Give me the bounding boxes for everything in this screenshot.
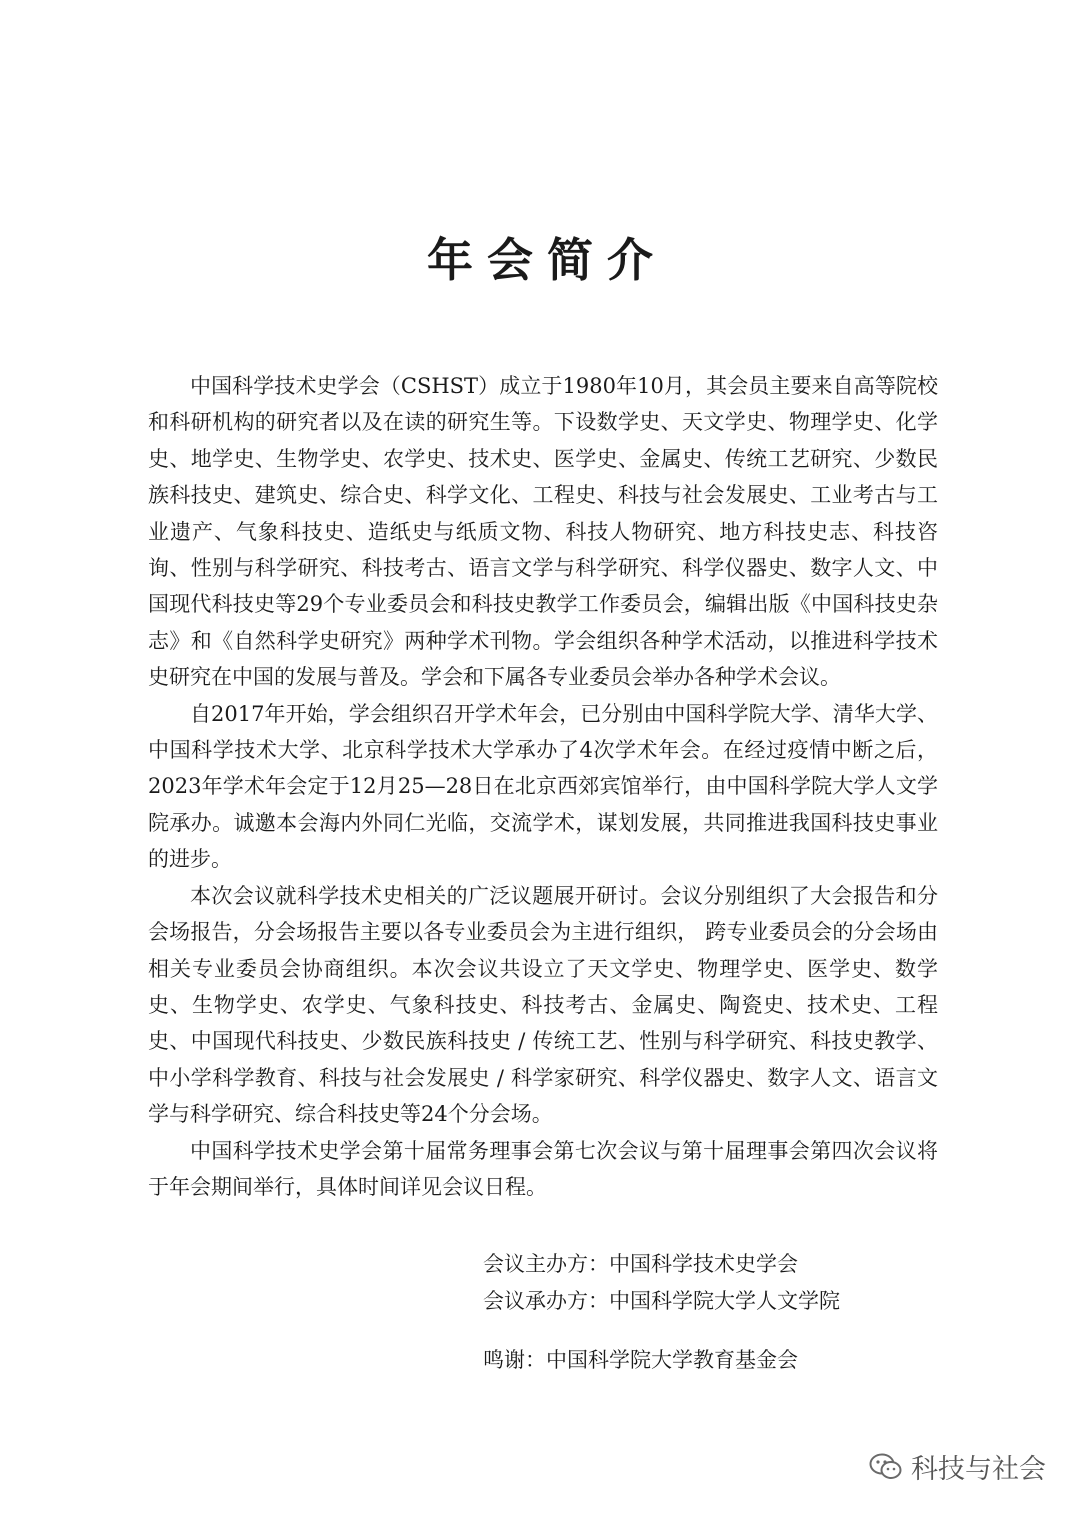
organizer-row: [483, 1283, 840, 1320]
thanks-label: 鸣谢：: [483, 1348, 546, 1372]
credits-block: [483, 1246, 840, 1379]
organizer-value: 中国科学院大学人文学院: [609, 1289, 840, 1313]
watermark-text: 科技与社会: [911, 1454, 1046, 1485]
watermark: [869, 1447, 1046, 1486]
organizer-label: 会议承办方：: [483, 1289, 609, 1313]
thanks-row: [483, 1342, 840, 1379]
paragraph-annual-meeting: 自2017年开始，学会组织召开学术年会，已分别由中国科学院大学、清华大学、中国科学技术大学、北京科学技术大学承办了4次学术年会。在经过疫情中断之后，2023年学术年会定于12月25—28日在北京西郊宾馆举行，由中国科学院大学人文学院承办。诚邀本会海内外同仁光临，交流学术，谋划发展，共同推进我国科技史事业的进步。: [148, 701, 938, 872]
page-title: 年会简介: [427, 233, 667, 287]
paragraph-sessions: 本次会议就科学技术史相关的广泛议题展开研讨。会议分别组织了大会报告和分会场报告，分会场报告主要以各专业委员会为主进行组织， 跨专业委员会的分会场由相关专业委员会协商组织。本次会议共设立了天文学史、物理学史、医学史、数学史、生物学史、农学史、气象科技史、科技考古、金属史、陶瓷史、技术史、工程史、中国现代科技史、少数民族科技史 / 传统工艺、性别与科学研究、科技史教学、中小学科学教育、科技与社会发展史 / 科学家研究、科学仪器史、数字人文、语言文学与科学研究、综合科技史等24个分会场。: [148, 883, 938, 1127]
paragraph-council: 中国科学技术史学会第十届常务理事会第七次会议与第十届理事会第四次会议将于年会期间举行，具体时间详见会议日程。: [148, 1138, 938, 1199]
intro-body: [148, 368, 938, 1205]
host-label: 会议主办方：: [483, 1252, 609, 1276]
wechat-icon: [869, 1452, 903, 1482]
host-value: 中国科学技术史学会: [609, 1252, 798, 1276]
paragraph-society: 中国科学技术史学会（CSHST）成立于1980年10月，其会员主要来自高等院校和科研机构的研究者以及在读的研究生等。下设数学史、天文学史、物理学史、化学史、地学史、生物学史、农学史、技术史、医学史、金属史、传统工艺研究、少数民族科技史、建筑史、综合史、科学文化、工程史、科技与社会发展史、工业考古与工业遗产、气象科技史、造纸史与纸质文物、科技人物研究、地方科技史志、科技咨询、性别与科学研究、科技考古、语言文学与科学研究、科学仪器史、数字人文、中国现代科技史等29个专业委员会和科技史教学工作委员会，编辑出版《中国科技史杂志》和《自然科学史研究》两种学术刊物。学会组织各种学术活动，以推进科学技术史研究在中国的发展与普及。学会和下属各专业委员会举办各种学术会议。: [148, 374, 938, 690]
host-row: [483, 1246, 840, 1283]
thanks-value: 中国科学院大学教育基金会: [546, 1348, 798, 1372]
